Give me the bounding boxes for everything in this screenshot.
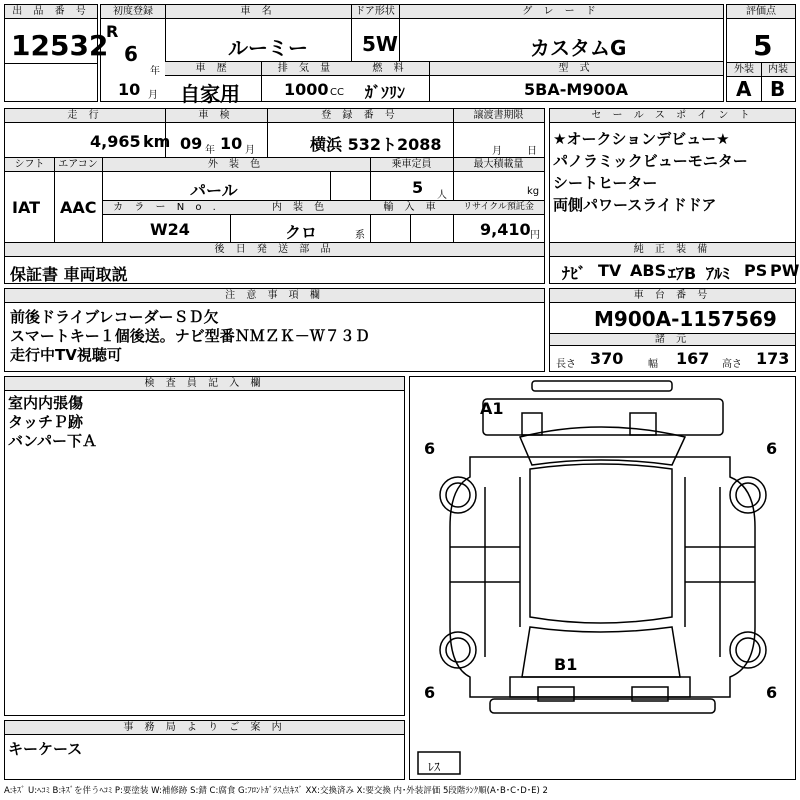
score: 5 [753,29,773,62]
door-label: ドア形状 [351,5,399,19]
reg-no-label: 登 録 番 号 [267,109,453,123]
office-box [4,720,405,780]
ac-label: エアコン [54,158,102,172]
note-1: 前後ドライブレコーダーＳＤ欠 [10,308,219,326]
tire-front-right: 6 [766,439,778,458]
model-code: 5BA-M900A [524,80,629,99]
transfer-label: 譲渡書期限 [453,109,544,123]
int-label: 内装 [761,63,795,77]
notes-box [4,288,545,372]
inspector-note-3: バンパー下Ａ [8,432,97,450]
model-label: 型 式 [429,62,723,76]
km-unit: km [143,132,171,151]
capacity: 5 [412,178,424,197]
ext-score: A [736,77,752,101]
transfer-day-unit: 日 [527,146,537,157]
int-color-label: 内 装 色 [230,201,370,215]
registration-number: 横浜 532ト2088 [310,135,442,154]
year-unit: 年 [150,66,160,77]
mileage-label: 走 行 [5,109,165,123]
recycle-fee: 9,410 [480,220,531,239]
notes-label: 注 意 事 項 欄 [5,289,544,303]
inspector-box [4,376,405,716]
spare-tire: ﾚｽ [428,760,441,774]
kg-unit: kg [527,186,540,197]
length: 370 [590,349,624,368]
shaken-month-unit: 月 [245,145,255,156]
reg-year: 6 [124,42,138,66]
sales-point-4: 両側パワースライドドア [553,196,717,214]
lot-number-label: 出 品 番 号 [5,5,97,19]
lot-number-box [4,4,109,102]
capacity-label: 乗車定員 [370,158,453,172]
equip-airbag: ｴｱB [668,264,697,283]
height: 173 [756,349,790,368]
yen-unit: 円 [530,230,540,241]
history-label: 車 歴 [165,62,261,76]
era: R [106,22,119,41]
width-label: 幅 [648,359,658,370]
chassis-number: M900A-1157569 [594,307,777,331]
shift-label: シフト [5,158,54,172]
office-note: キーケース [8,740,83,758]
car-name: ルーミー [228,36,308,60]
inspector-note-2: タッチＰ跡 [8,413,84,431]
equipment-label: 純 正 装 備 [550,243,795,257]
inspector-note-1: 室内内張傷 [8,394,84,412]
equip-pw: PW [770,261,800,280]
note-3: 走行中TV視聴可 [10,346,122,364]
car-name-label: 車 名 [165,5,351,19]
shaken-year: 09 [180,134,203,153]
door-type: 5W [362,32,398,56]
score-box [726,4,796,102]
legend: A:ｷｽﾞ U:ﾍｺﾐ B:ｷｽﾞを伴うﾍｺﾐ P:要塗装 W:補修跡 S:錆 C:腐食 G:ﾌﾛﾝﾄｶﾞﾗｽ点ｷｽﾞ XX:交換済み X:要交換 内･外装評価 5段階ﾗﾝｸ順(A･B･C･D･E) 2 [4,786,548,796]
first-reg-label: 初度登録 [101,5,165,19]
sales-point-3: シートヒーター [553,174,658,192]
width: 167 [676,349,710,368]
person-unit: 人 [437,190,447,201]
details-box [4,108,545,284]
history: 自家用 [180,82,240,106]
specs-label: 諸 元 [550,334,795,346]
ext-color: パール [190,181,238,200]
transfer-month-unit: 月 [492,146,502,157]
month-unit: 月 [148,90,158,101]
tire-front-left: 6 [424,439,436,458]
shaken-month: 10 [220,134,243,153]
displacement: 1000 [284,80,329,99]
sales-point-2: パノラミックビューモニター [553,152,748,170]
office-label: 事 務 局 よ り ご 案 内 [5,721,404,735]
int-score: B [770,77,786,101]
grade-label: グ レ ー ド [399,5,723,19]
sales-points-label: セ ー ル ス ポ イ ン ト [550,109,795,123]
later-parts: 保証書 車両取説 [10,265,128,284]
sales-points-box [549,108,800,284]
equip-abs: ABS [630,261,667,280]
note-2: スマートキー１個後送。ナビ型番ＮＭＺＫ－Ｗ７３Ｄ [10,327,370,345]
fuel: ｶﾞｿﾘﾝ [365,83,406,102]
displacement-label: 排 気 量 [261,62,351,76]
color-number: W24 [150,220,190,239]
shaken-label: 車 検 [165,109,267,123]
tire-rear-right: 6 [766,683,778,702]
car-diagram-box [409,376,796,780]
damage-b1: B1 [554,655,578,674]
shaken-year-unit: 年 [205,145,215,156]
car-diagram [410,377,795,779]
equip-ps: PS [744,261,768,280]
kei-unit: 系 [355,230,365,241]
ext-label: 外装 [727,63,761,77]
later-parts-label: 後 日 発 送 部 品 [5,243,544,257]
max-load-label: 最大積載量 [453,158,544,172]
color-no-label: カ ラ ー N o . [103,201,230,215]
grade: カスタムG [530,36,627,60]
inspector-label: 検 査 員 記 入 欄 [5,377,404,391]
chassis-box [549,288,796,372]
sales-point-1: ★オークションデビュー★ [553,130,730,148]
equip-tv: TV [598,261,622,280]
equip-navi: ﾅﾋﾞ [562,264,587,283]
ac-type: AAC [60,198,97,217]
shift: IAT [12,198,41,217]
score-label: 評価点 [727,5,795,19]
import-label: 輸 入 車 [370,201,453,215]
int-color: クロ [285,223,318,242]
equip-alloy: ｱﾙﾐ [706,264,731,283]
chassis-label: 車 台 番 号 [550,289,795,303]
height-label: 高さ [722,359,742,370]
length-label: 長さ [556,359,576,370]
damage-a1: A1 [480,399,504,418]
ext-color-label: 外 装 色 [102,158,370,172]
recycle-label: リサイクル預託金 [453,201,544,215]
lot-number: 12532 [11,29,109,62]
reg-month: 10 [118,80,141,99]
cc-unit: CC [330,87,344,98]
tire-rear-left: 6 [424,683,436,702]
mileage: 4,965 [90,132,141,151]
fuel-label: 燃 料 [351,62,429,76]
